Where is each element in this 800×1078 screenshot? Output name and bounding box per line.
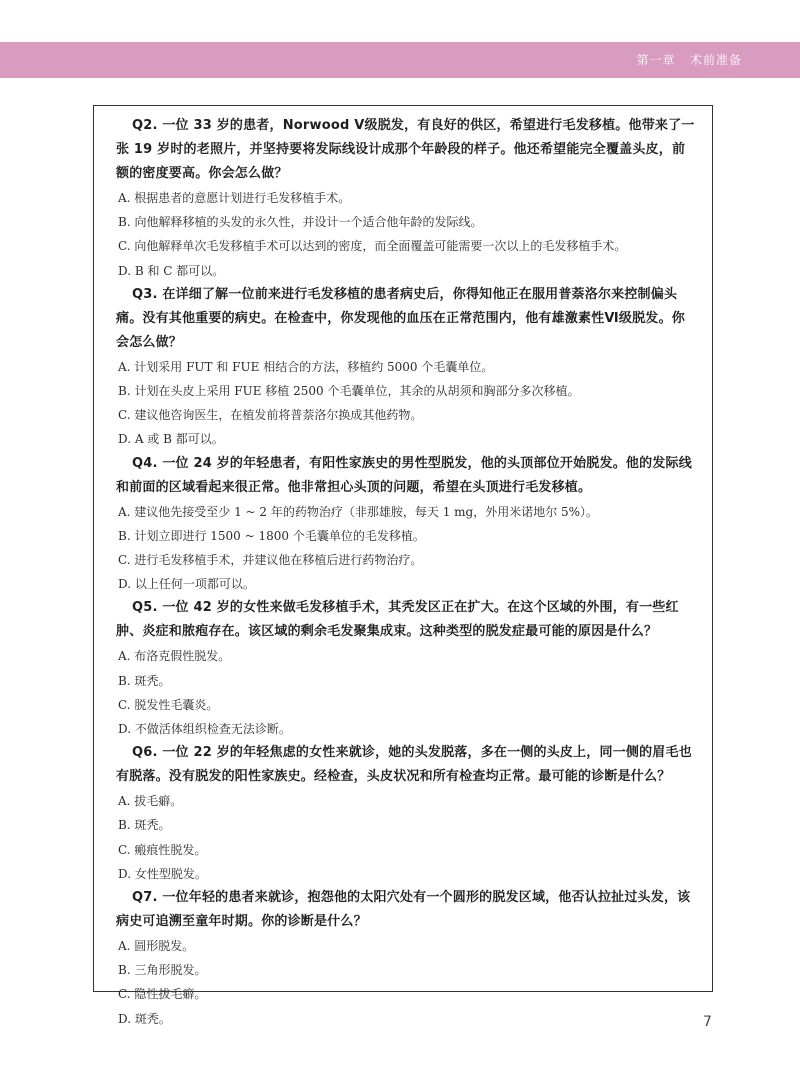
option-d: D. 不做活体组织检查无法诊断。 <box>118 722 291 737</box>
question-q6 <box>116 741 698 886</box>
question-q2 <box>116 114 698 283</box>
question-text: Q6. 一位 22 岁的年轻焦虑的女性来就诊，她的头发脱落，多在一侧的头皮上，同一侧的眉毛也有脱落。没有脱发的阳性家族史。经检查，头皮状况和所有检查均正常。最可能的诊断是什么？ <box>116 745 692 785</box>
question-text: Q4. 一位 24 岁的年轻患者，有阳性家族史的男性型脱发，他的头顶部位开始脱发。他的发际线和前面的区域看起来很正常。他非常担心头顶的问题，希望在头顶进行毛发移植。 <box>116 455 692 495</box>
option-a: A. 圆形脱发。 <box>118 939 195 954</box>
running-header <box>637 51 742 68</box>
option-b: B. 斑秃。 <box>118 673 171 688</box>
option-d: D. 以上任何一项都可以。 <box>118 577 255 592</box>
question-text: Q5. 一位 42 岁的女性来做毛发移植手术，其秃发区正在扩大。在这个区域的外围，有一些红肿、炎症和脓疱存在。该区域的剩余毛发聚集成束。这种类型的脱发症最可能的原因是什么？ <box>116 600 679 640</box>
option-a: A. 拔毛癖。 <box>118 794 183 809</box>
option-c: C. 脱发性毛囊炎。 <box>118 697 219 712</box>
question-q3 <box>116 283 698 452</box>
option-d: D. 斑秃。 <box>118 1011 171 1026</box>
option-b: B. 向他解释移植的头发的永久性，并设计一个适合他年龄的发际线。 <box>118 215 483 230</box>
option-b: B. 计划在头皮上采用 FUE 移植 2500 个毛囊单位，其余的从胡须和胸部分多次移植。 <box>118 384 580 399</box>
option-a: A. 根据患者的意愿计划进行毛发移植手术。 <box>118 191 351 205</box>
question-text: Q7. 一位年轻的患者来就诊，抱怨他的太阳穴处有一个圆形的脱发区域，他否认拉扯过头发，该病史可追溯至童年时期。你的诊断是什么？ <box>116 890 691 930</box>
chapter-header-band <box>0 42 800 78</box>
question-text: Q3. 在详细了解一位前来进行毛发移植的患者病史后，你得知他正在服用普萘洛尔来控制偏头痛。没有其他重要的病史。在检查中，你发现他的血压在正常范围内，他有雄激素性Ⅵ级脱发。你会怎么做？ <box>116 286 685 350</box>
option-d: D. B 和 C 都可以。 <box>118 263 225 278</box>
option-d: D. A 或 B 都可以。 <box>118 432 224 447</box>
option-a: A. 布洛克假性脱发。 <box>118 649 231 664</box>
option-a: A. 计划采用 FUT 和 FUE 相结合的方法，移植约 5000 个毛囊单位。 <box>118 359 494 374</box>
page-number: 7 <box>703 1014 712 1030</box>
question-box <box>93 105 713 1026</box>
option-d: D. 女性型脱发。 <box>118 866 207 881</box>
option-b: B. 斑秃。 <box>118 818 171 833</box>
question-q4 <box>116 452 698 597</box>
question-q7 <box>116 886 698 1031</box>
question-q5 <box>116 596 698 741</box>
option-c: C. 隐性拔毛癖。 <box>118 987 207 1002</box>
option-c: C. 建议他咨询医生，在植发前将普萘洛尔换成其他药物。 <box>118 408 423 423</box>
option-c: C. 瘢痕性脱发。 <box>118 842 207 857</box>
option-c: C. 向他解释单次毛发移植手术可以达到的密度，而全面覆盖可能需要一次以上的毛发移植手术。 <box>118 239 627 254</box>
option-c: C. 进行毛发移植手术，并建议他在移植后进行药物治疗。 <box>118 553 423 568</box>
option-b: B. 三角形脱发。 <box>118 963 207 978</box>
option-a: A. 建议他先接受至少 1 ~ 2 年的药物治疗（非那雄胺，每天 1 mg，外用米诺地尔 5%）。 <box>118 504 599 519</box>
option-b: B. 计划立即进行 1500 ~ 1800 个毛囊单位的毛发移植。 <box>118 528 425 543</box>
chapter-title: 术前准备 <box>689 53 742 67</box>
chapter-label: 第一章 <box>636 53 676 67</box>
question-text: Q2. 一位 33 岁的患者，Norwood Ⅴ级脱发，有良好的供区，希望进行毛发移植。他带来了一张 19 岁时的老照片，并坚持要将发际线设计成那个年龄段的样子。他还希望能完全覆盖头皮，前额的密度要高。你会怎么做？ <box>116 118 695 181</box>
